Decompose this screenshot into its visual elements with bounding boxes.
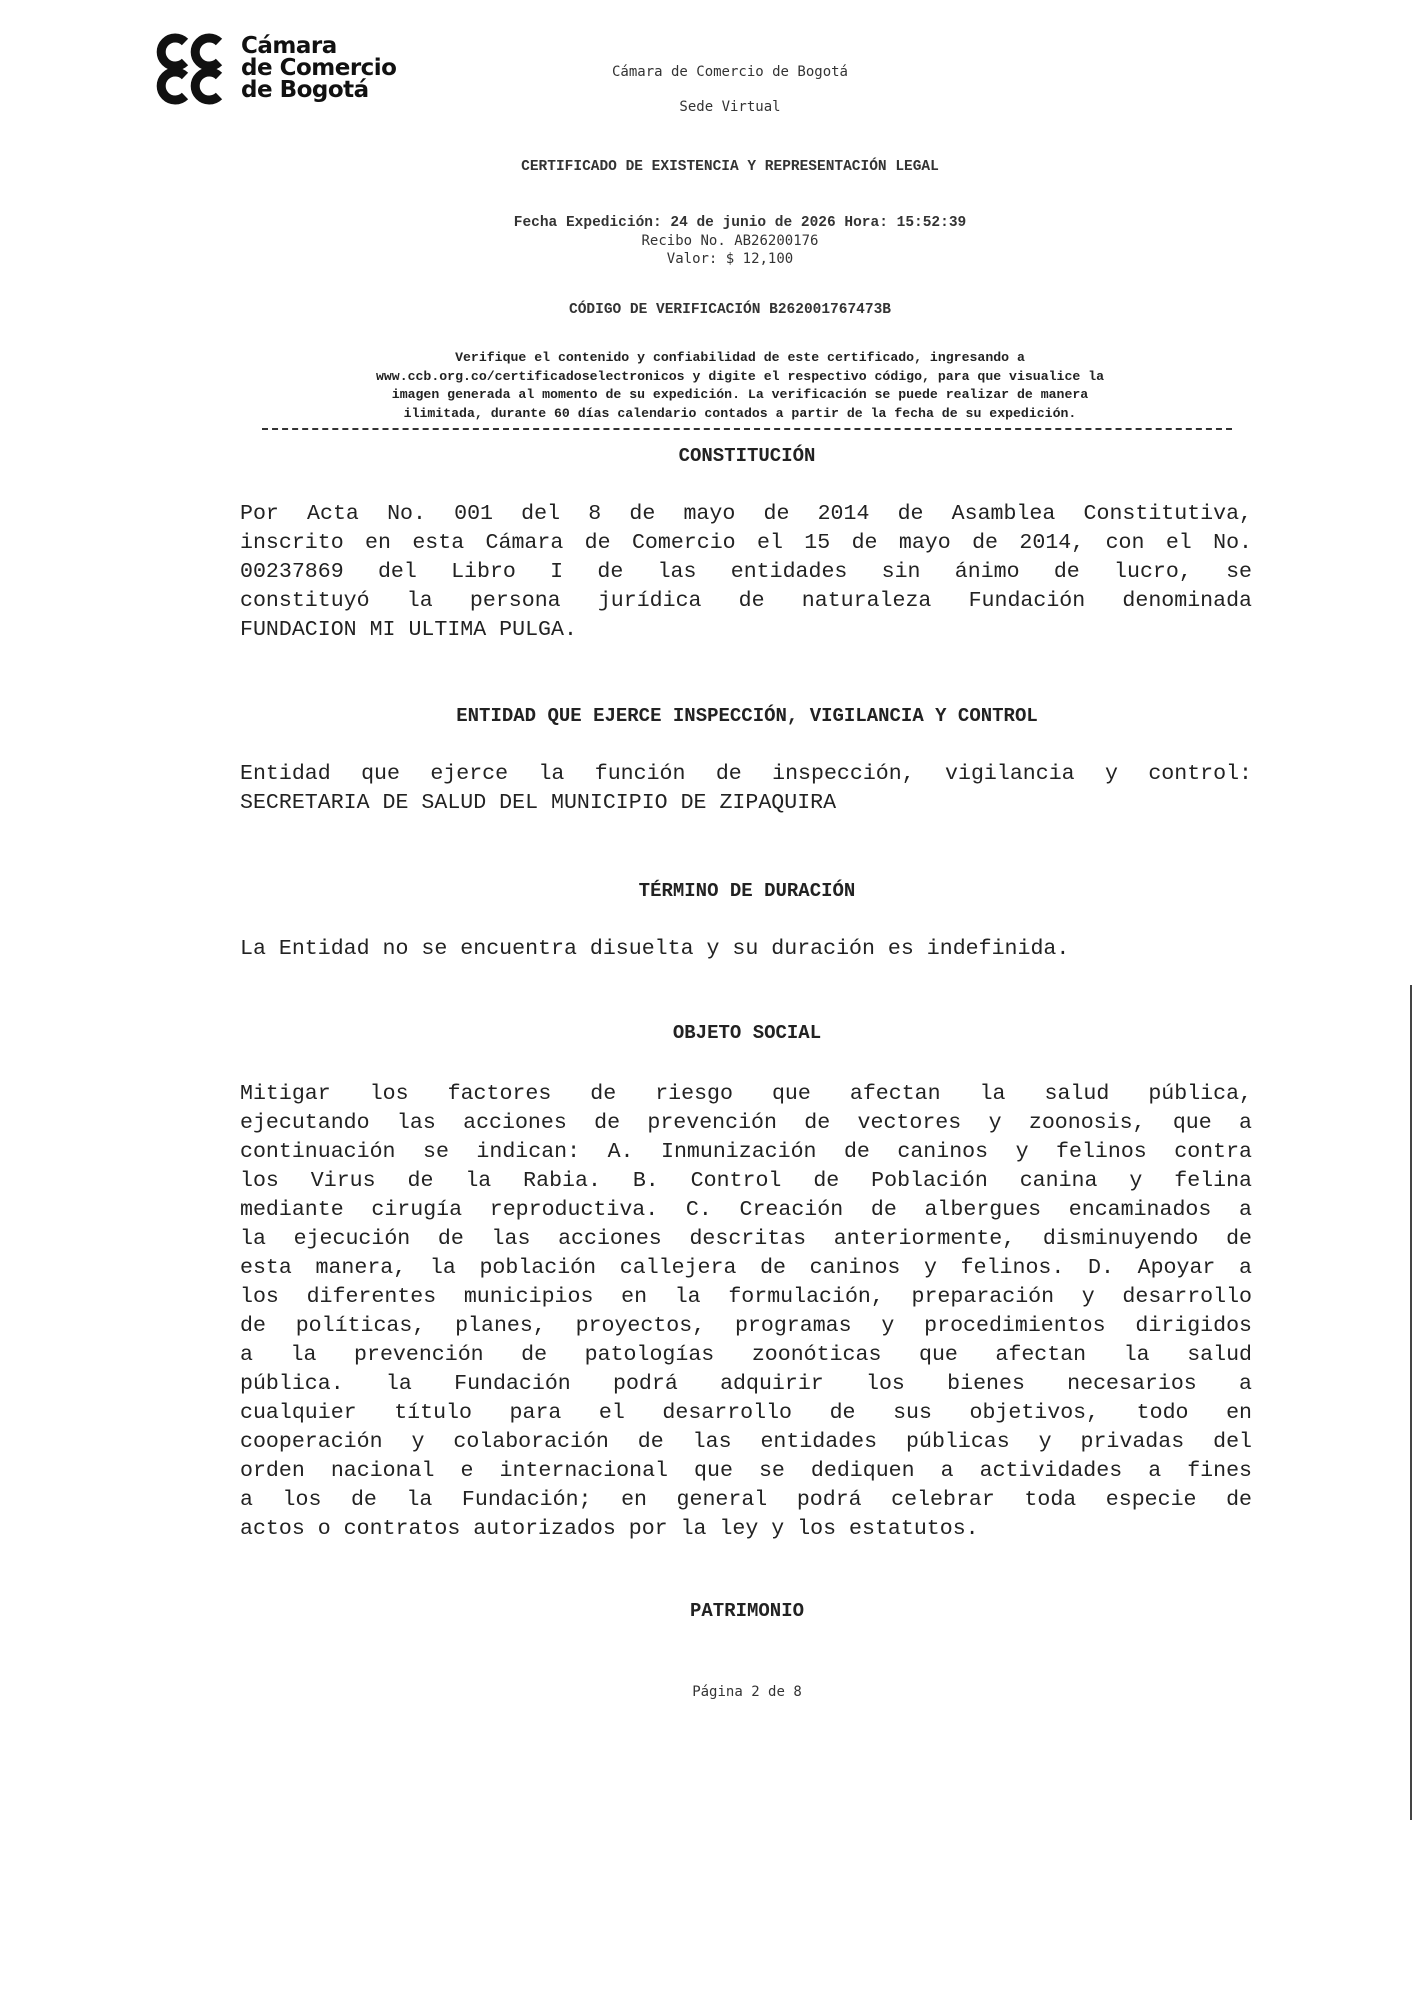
paragraph-termino <box>240 935 1252 964</box>
text-line: a los de la Fundación; en general podrá celebrar toda especie de <box>240 1488 1252 1512</box>
separator <box>262 428 1232 430</box>
paragraph-constitucion <box>240 500 1252 645</box>
text-line: Por Acta No. 001 del 8 de mayo de 2014 de Asamblea Constitutiva, <box>240 502 1252 526</box>
text-line: ejecutando las acciones de prevención de vectores y zoonosis, que a <box>240 1111 1252 1135</box>
text-line: los diferentes municipios en la formulación, preparación y desarrollo <box>240 1285 1252 1309</box>
section-title-patrimonio: PATRIMONIO <box>689 1600 805 1622</box>
page-number: Página 2 de 8 <box>692 1684 802 1700</box>
section-title-entidad: ENTIDAD QUE EJERCE INSPECCIÓN, VIGILANCIA Y CONTROL <box>456 705 1038 727</box>
verification-code: CÓDIGO DE VERIFICACIÓN B262001767473B <box>569 302 891 318</box>
receipt-number: Recibo No. AB26200176 <box>641 233 819 249</box>
section-title-termino: TÉRMINO DE DURACIÓN <box>638 880 856 902</box>
page-edge-line <box>1410 985 1412 1820</box>
text-line: inscrito en esta Cámara de Comercio el 15 de mayo de 2014, con el No. <box>240 531 1252 555</box>
text-line: cualquier título para el desarrollo de sus objetivos, todo en <box>240 1401 1252 1425</box>
logo-line-2: de Comercio <box>241 55 397 81</box>
text-line: La Entidad no se encuentra disuelta y su duración es indefinida. <box>240 937 1070 961</box>
issue-date: Fecha Expedición: 24 de junio de 2026 Hora: 15:52:39 <box>513 215 967 231</box>
verification-notice <box>260 349 1220 423</box>
paragraph-entidad <box>240 760 1252 818</box>
notice-line: www.ccb.org.co/certificadoselectronicos y digite el respectivo código, para que visualice la <box>375 368 1105 384</box>
sede-label: Sede Virtual <box>679 99 781 115</box>
amount: Valor: $ 12,100 <box>666 251 794 267</box>
notice-line: imagen generada al momento de su expedición. La verificación se puede realizar de manera <box>391 387 1089 402</box>
section-title-objeto: OBJETO SOCIAL <box>672 1022 822 1044</box>
text-line: SECRETARIA DE SALUD DEL MUNICIPIO DE ZIPAQUIRA <box>240 791 837 815</box>
text-line: de políticas, planes, proyectos, programas y procedimientos dirigidos <box>240 1314 1252 1338</box>
text-line: pública. la Fundación podrá adquirir los bienes necesarios a <box>240 1372 1252 1396</box>
text-line: continuación se indican: A. Inmunización de caninos y felinos contra <box>240 1140 1252 1164</box>
text-line: actos o contratos autorizados por la ley y los estatutos. <box>240 1517 979 1541</box>
text-line: la ejecución de las acciones descritas anteriormente, disminuyendo de <box>240 1227 1252 1251</box>
org-name: Cámara de Comercio de Bogotá <box>611 64 848 80</box>
certificate-title: CERTIFICADO DE EXISTENCIA Y REPRESENTACIÓN LEGAL <box>521 159 939 175</box>
text-line: Entidad que ejerce la función de inspección, vigilancia y control: <box>240 762 1252 786</box>
notice-line: Verifique el contenido y confiabilidad de este certificado, ingresando a <box>455 350 1025 365</box>
text-line: esta manera, la población callejera de caninos y felinos. D. Apoyar a <box>240 1256 1252 1280</box>
paragraph-objeto <box>240 1080 1252 1544</box>
text-line: constituyó la persona jurídica de naturaleza Fundación denominada <box>240 589 1252 613</box>
text-line: a la prevención de patologías zoonóticas que afectan la salud <box>240 1343 1252 1367</box>
notice-line: ilimitada, durante 60 días calendario contados a partir de la fecha de su expedición. <box>403 405 1077 421</box>
section-title-constitucion: CONSTITUCIÓN <box>678 445 816 467</box>
text-line: mediante cirugía reproductiva. C. Creación de albergues encaminados a <box>240 1198 1252 1222</box>
logo-line-3: de Bogotá <box>241 77 369 103</box>
text-line: FUNDACION MI ULTIMA PULGA. <box>240 618 577 642</box>
logo-line-1: Cámara <box>241 33 337 59</box>
text-line: orden nacional e internacional que se dediquen a actividades a fines <box>240 1459 1252 1483</box>
text-line: 00237869 del Libro I de las entidades sin ánimo de lucro, se <box>240 560 1252 584</box>
text-line: Mitigar los factores de riesgo que afectan la salud pública, <box>240 1082 1252 1106</box>
text-line: los Virus de la Rabia. B. Control de Población canina y felina <box>240 1169 1252 1193</box>
text-line: cooperación y colaboración de las entidades públicas y privadas del <box>240 1430 1252 1454</box>
